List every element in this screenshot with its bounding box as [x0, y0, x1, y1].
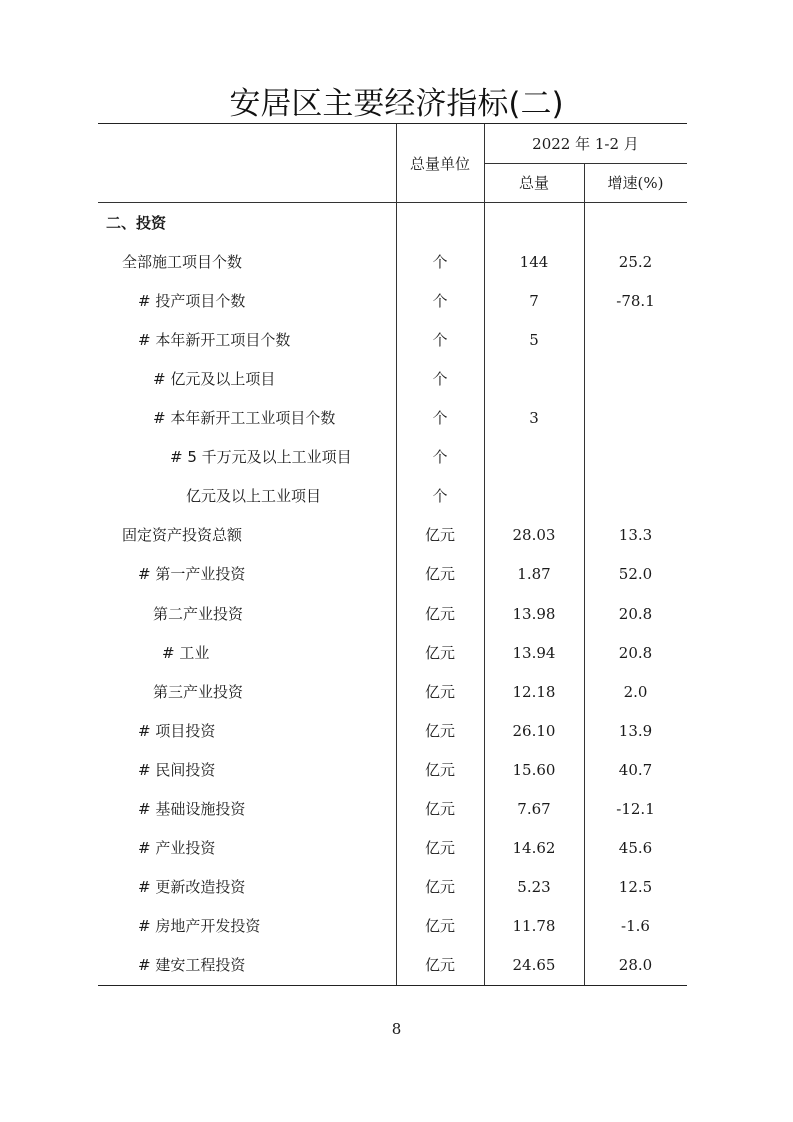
row-label: # 投产项目个数 [138, 292, 246, 311]
row-unit: 个 [432, 448, 448, 467]
indicators-table [98, 123, 687, 986]
row-unit: 亿元 [424, 799, 455, 818]
row-label: 全部施工项目个数 [122, 253, 243, 272]
row-label: # 亿元及以上项目 [153, 370, 276, 389]
row-divider [484, 163, 687, 164]
table-row [98, 282, 687, 321]
row-label: 第三产业投资 [153, 682, 244, 701]
row-growth: 52.0 [618, 565, 653, 584]
row-unit: 亿元 [424, 565, 455, 584]
row-total: 7 [529, 292, 539, 311]
row-growth: 45.6 [618, 838, 653, 857]
row-total: 28.03 [512, 526, 556, 545]
row-total: 5 [529, 331, 539, 350]
table-row [98, 555, 687, 594]
table-row [98, 360, 687, 399]
row-unit: 个 [432, 370, 448, 389]
header-unit: 总量单位 [409, 155, 470, 173]
row-unit: 个 [432, 292, 448, 311]
row-growth: 25.2 [618, 253, 653, 272]
table-row [98, 438, 687, 477]
row-label: 亿元及以上工业项目 [186, 487, 322, 506]
table-row [98, 907, 687, 946]
row-total: 15.60 [512, 760, 556, 779]
row-label: # 建安工程投资 [138, 955, 246, 974]
header-total: 总量 [518, 174, 549, 192]
row-unit: 个 [432, 331, 448, 350]
header-growth: 增速(%) [607, 174, 664, 192]
row-unit: 亿元 [424, 721, 455, 740]
table-row [98, 321, 687, 360]
row-total: 14.62 [512, 838, 556, 857]
row-label: # 基础设施投资 [138, 799, 246, 818]
row-label: # 房地产开发投资 [138, 916, 261, 935]
table-row [98, 673, 687, 712]
row-unit: 亿元 [424, 916, 455, 935]
row-total: 24.65 [512, 955, 556, 974]
row-label: # 民间投资 [138, 760, 216, 779]
row-unit: 个 [432, 409, 448, 428]
section-heading: 二、投资 [106, 214, 167, 232]
table-row [98, 243, 687, 282]
header-period: 2022 年 1-2 月 [532, 135, 639, 153]
row-total: 12.18 [512, 682, 556, 701]
row-total: 5.23 [517, 877, 551, 896]
row-label: # 5 千万元及以上工业项目 [170, 448, 352, 467]
table-row [98, 868, 687, 907]
row-growth: 13.3 [618, 526, 653, 545]
row-label: # 工业 [162, 643, 210, 662]
row-unit: 亿元 [424, 760, 455, 779]
table-row [98, 751, 687, 790]
row-growth: -12.1 [616, 799, 655, 818]
row-unit: 亿元 [424, 682, 455, 701]
row-unit: 亿元 [424, 838, 455, 857]
row-unit: 亿元 [424, 604, 455, 623]
row-label: # 本年新开工工业项目个数 [153, 409, 336, 428]
row-unit: 亿元 [424, 526, 455, 545]
row-unit: 亿元 [424, 643, 455, 662]
table-row [98, 634, 687, 673]
table-row [98, 790, 687, 829]
row-label: # 更新改造投资 [138, 877, 246, 896]
row-label: # 本年新开工项目个数 [138, 331, 291, 350]
row-label: 固定资产投资总额 [122, 526, 243, 545]
row-unit: 亿元 [424, 877, 455, 896]
row-unit: 个 [432, 253, 448, 272]
page-title: 安居区主要经济指标(二) [229, 86, 564, 122]
row-growth: 20.8 [618, 604, 653, 623]
table-row [98, 204, 687, 243]
row-label: # 项目投资 [138, 721, 216, 740]
row-total: 13.98 [512, 604, 556, 623]
header-divider [98, 202, 687, 203]
row-growth: 2.0 [623, 682, 648, 701]
row-growth: -78.1 [616, 292, 655, 311]
table-row [98, 829, 687, 868]
row-growth: 20.8 [618, 643, 653, 662]
row-unit: 个 [432, 487, 448, 506]
table-row [98, 946, 687, 985]
row-growth: 12.5 [618, 877, 653, 896]
table-row [98, 712, 687, 751]
row-total: 26.10 [512, 721, 556, 740]
table-row [98, 516, 687, 555]
table-row [98, 399, 687, 438]
table-row [98, 477, 687, 516]
table-row [98, 595, 687, 634]
row-label: 第二产业投资 [153, 604, 244, 623]
row-label: # 产业投资 [138, 838, 216, 857]
row-total: 11.78 [512, 916, 556, 935]
row-unit: 亿元 [424, 955, 455, 974]
row-total: 7.67 [517, 799, 551, 818]
row-growth: 40.7 [618, 760, 653, 779]
row-growth: 13.9 [618, 721, 653, 740]
row-growth: 28.0 [618, 955, 653, 974]
page-number: 8 [391, 1020, 402, 1038]
row-total: 144 [519, 253, 549, 272]
row-growth: -1.6 [621, 916, 650, 935]
row-total: 3 [529, 409, 539, 428]
row-total: 13.94 [512, 643, 556, 662]
row-label: # 第一产业投资 [138, 565, 246, 584]
row-total: 1.87 [517, 565, 551, 584]
